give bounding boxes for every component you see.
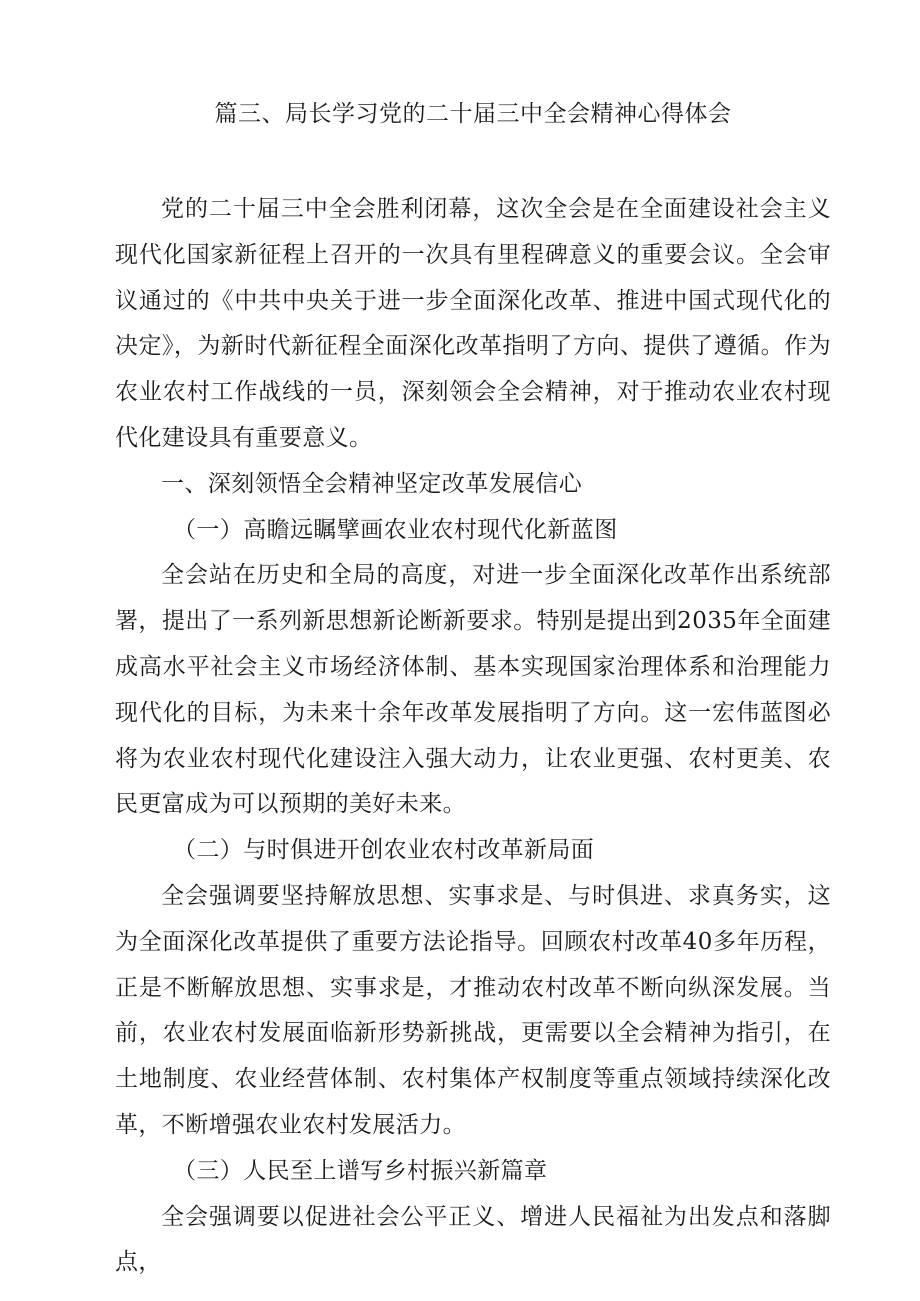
section-heading-1: 一、深刻领悟全会精神坚定改革发展信心 xyxy=(161,470,583,497)
paragraph-3: 全会强调要以促进社会公平正义、增进人民福祉为出发点和落脚点， xyxy=(115,1203,831,1276)
document-body xyxy=(115,187,831,1286)
subsection-heading-2: （二）与时俱进开创农业农村改革新局面 xyxy=(173,837,595,864)
subsection-heading-1: （一）高瞻远瞩擘画农业农村现代化新蓝图 xyxy=(173,516,618,543)
paragraph-intro: 党的二十届三中全会胜利闭幕，这次全会是在全面建设社会主义现代化国家新征程上召开的一次具有里程碑意义的重要会议。全会审议通过的《中共中央关于进一步全面深化改革、推进中国式现代化的决定》，为新时代新征程全面深化改革指明了方向、提供了遵循。作为农业农村工作战线的一员，深刻领会全会精神，对于推动农业农村现代化建设具有重要意义。 xyxy=(115,196,831,451)
subsection-heading-3: （三）人民至上谱写乡村振兴新篇章 xyxy=(173,1157,548,1184)
paragraph-1: 全会站在历史和全局的高度，对进一步全面深化改革作出系统部署，提出了一系列新思想新论断新要求。特别是提出到2035年全面建成高水平社会主义市场经济体制、基本实现国家治理体系和治理能力现代化的目标，为未来十余年改革发展指明了方向。这一宏伟蓝图必将为农业农村现代化建设注入强大动力，让农业更强、农村更美、农民更富成为可以预期的美好未来。 xyxy=(115,562,831,818)
document-title: 篇三、局长学习党的二十届三中全会精神心得体会 xyxy=(214,101,732,127)
paragraph-2: 全会强调要坚持解放思想、实事求是、与时俱进、求真务实，这为全面深化改革提供了重要方法论指导。回顾农村改革40多年历程，正是不断解放思想、实事求是，才推动农村改革不断向纵深发展。当前，农业农村发展面临新形势新挑战，更需要以全会精神为指引，在土地制度、农业经营体制、农村集体产权制度等重点领域持续深化改革，不断增强农业农村发展活力。 xyxy=(115,882,831,1138)
